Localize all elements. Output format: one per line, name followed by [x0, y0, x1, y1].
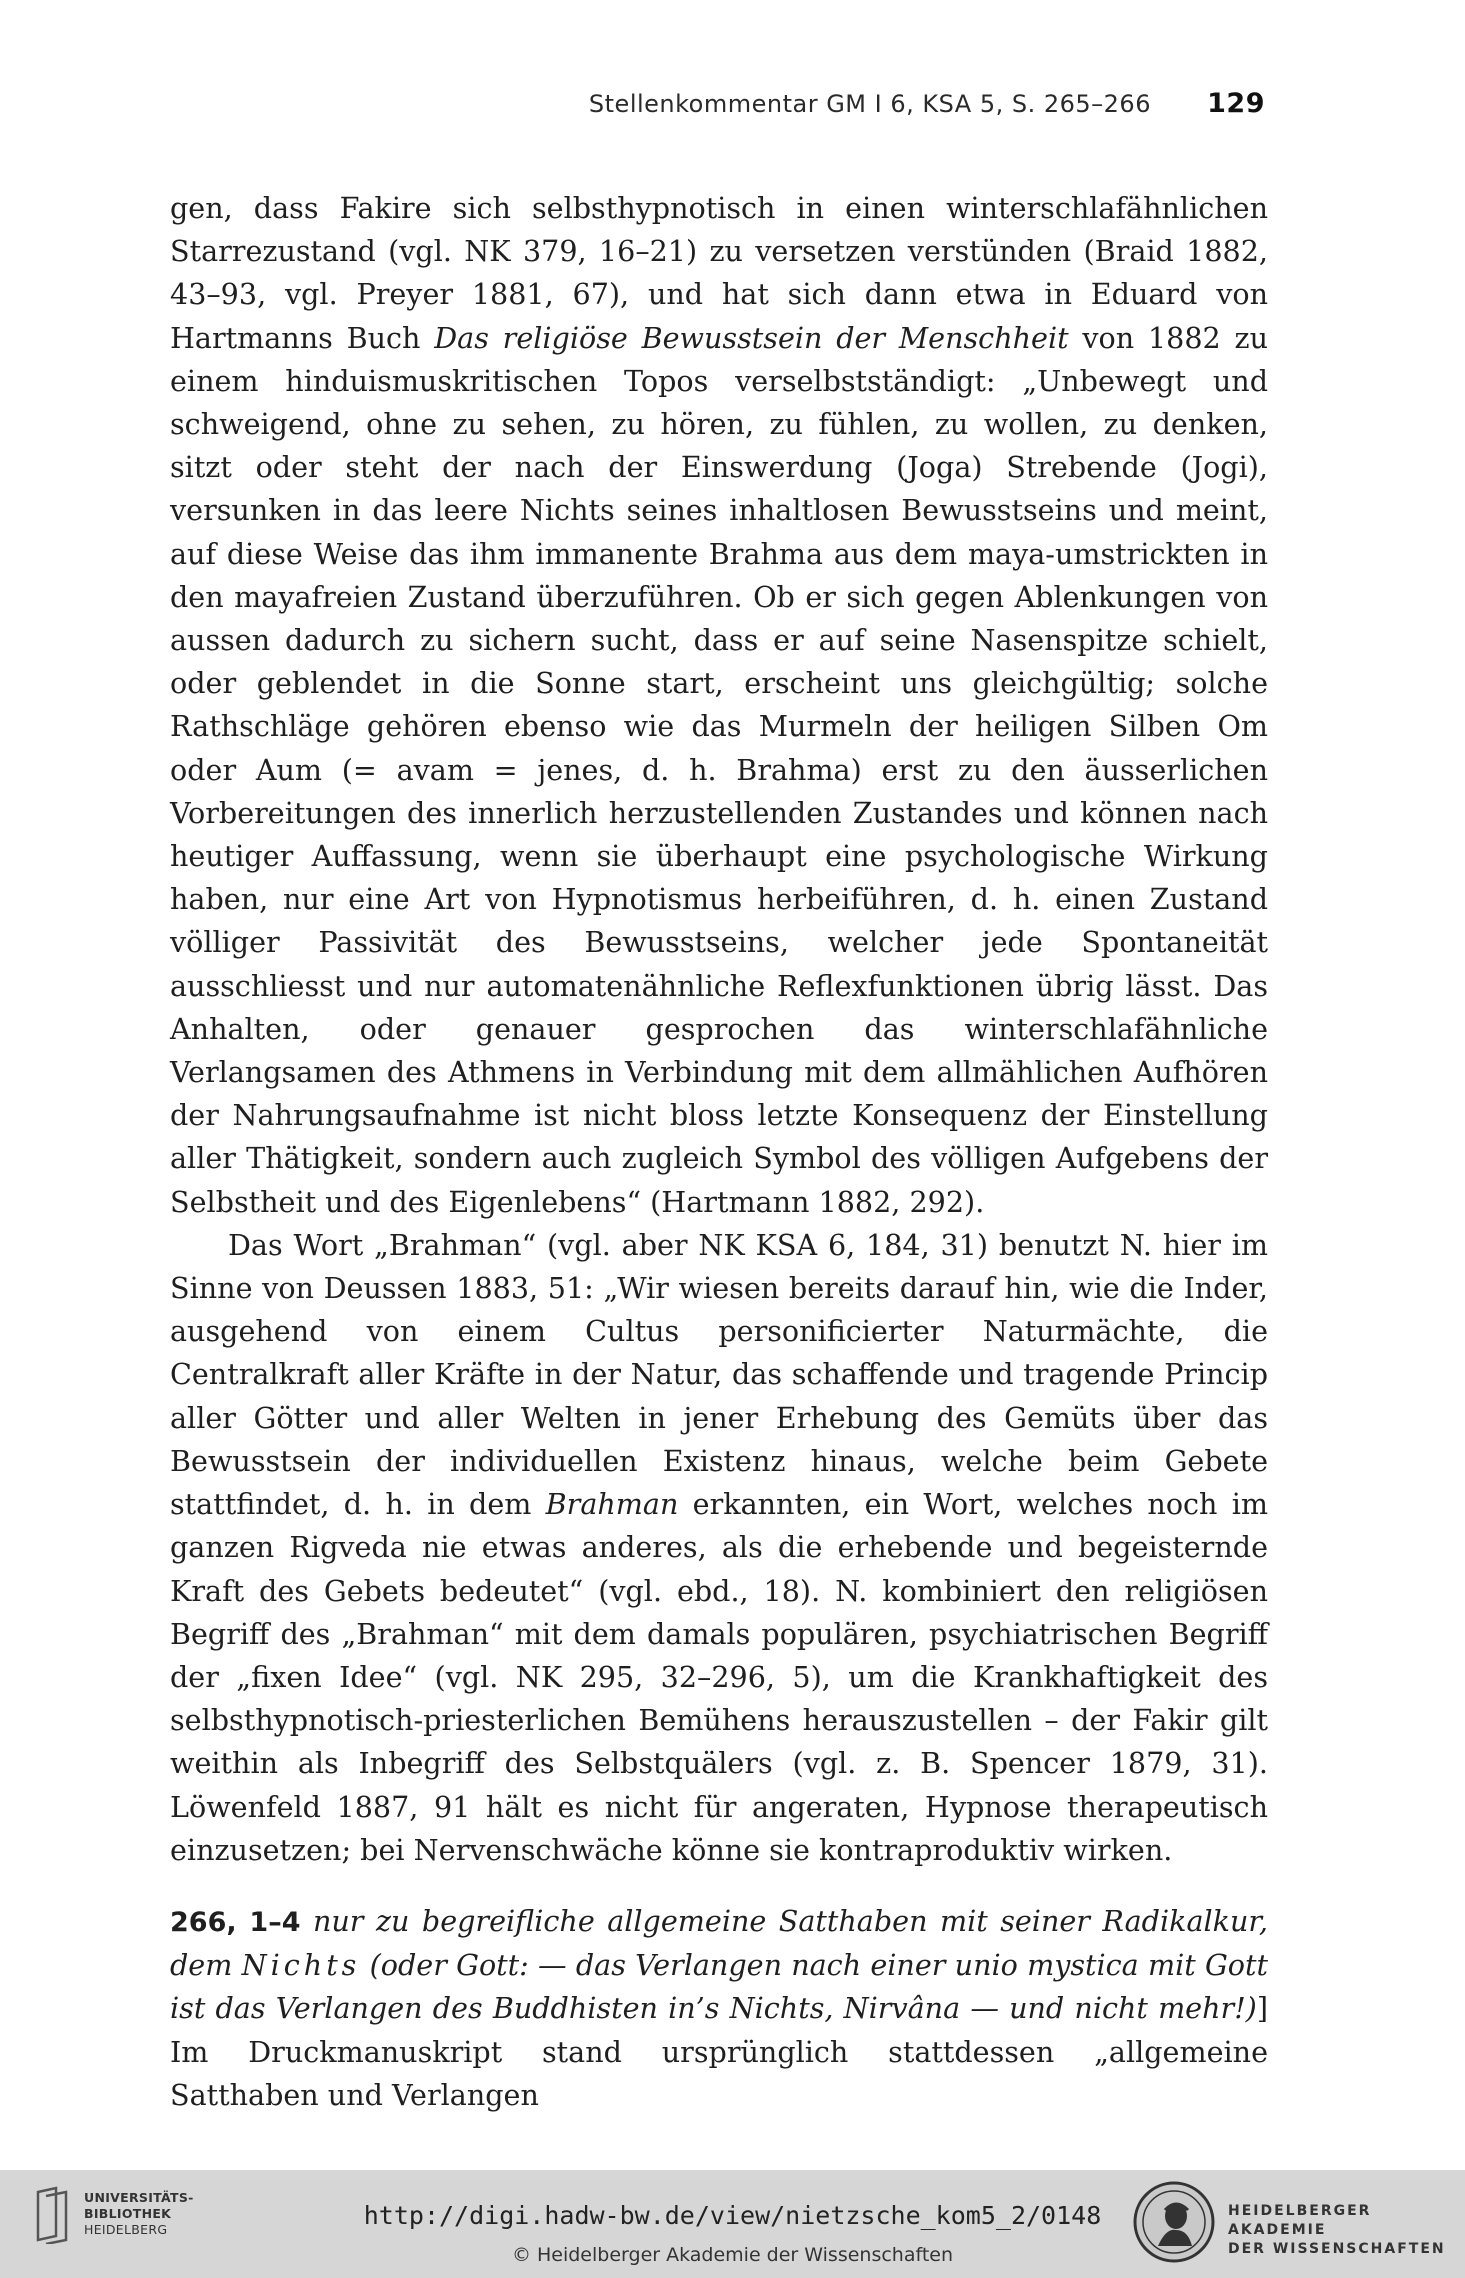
source-url-link[interactable]: http://digi.hadw-bw.de/view/nietzsche_kom5_2/0148: [363, 2201, 1102, 2230]
academy-seal-icon: [1132, 2180, 1216, 2264]
lemma-commentary: ] Im Druckmanuskript stand ursprünglich stattdessen „allgemeine Satthaben und Verlangen: [170, 1991, 1268, 2112]
lemma-reference: 266, 1–4: [170, 1906, 301, 1938]
academy-line-2: DER WISSENSCHAFTEN: [1228, 2241, 1446, 2257]
paragraph-1-text-a: gen, dass Fakire sich selbsthypnotisch in einen winterschlafähnlichen Starrezustand (vgl. NK 379, 16–21) zu versetzen verstünden (Braid 1882, 43–93, vgl. Preyer 1881, 67), und hat sich dann etwa in Eduard von Hartmanns Buch: [170, 191, 1268, 355]
lemma-text-a: nur zu begreifliche allgemeine Satthaben mit seiner Radikalkur, dem: [170, 1903, 1268, 1983]
paragraph-2-text-b: erkannten, ein Wort, welches noch im ganzen Rigveda nie etwas anderes, als die erhebende und begeisternde Kraft des Gebets bedeutet“ (vgl. ebd., 18). N. kombiniert den religiösen Begriff des „Brahman“ mit dem damals populären, psychiatrischen Begriff der „fixen Idee“ (vgl. NK 295, 32–296, 5), um die Krankhaftigkeit des selbsthypnotisch-priesterlichen Bemühens herauszustellen – der Fakir gilt weithin als Inbegriff des Selbstquälers (vgl. z. B. Spencer 1879, 31). Löwenfeld 1887, 91 hält es nicht für angeraten, Hypnose therapeutisch einzusetzen; bei Nervenschwäche könne sie kontraproduktiv wirken.: [170, 1487, 1268, 1867]
page-number: 129: [1207, 88, 1265, 119]
running-title: Stellenkommentar GM I 6, KSA 5, S. 265–266: [588, 90, 1151, 118]
academy-name: [1228, 2202, 1465, 2259]
lemma-spaced-word: Nichts: [241, 1948, 361, 1983]
library-line-1: UNIVERSITÄTS-: [84, 2190, 194, 2205]
paragraph-1: [170, 187, 1268, 1224]
copyright-notice: © Heidelberger Akademie der Wissenschaften: [511, 2244, 954, 2266]
paragraph-2: [170, 1224, 1268, 1872]
running-head: [170, 88, 1265, 119]
paragraph-2-text-a: Das Wort „Brahman“ (vgl. aber NK KSA 6, 184, 31) benutzt N. hier im Sinne von Deussen 1883, 51: „Wir wiesen bereits darauf hin, wie die Inder, ausgehend von einem Cultus personificierter Naturmächte, die Centralkraft aller Kräfte in der Natur, das schaffende und tragende Princip aller Götter und aller Welten in jener Erhebung des Gemüts über das Bewusstsein der individuellen Existenz hinaus, welche beim Gebete stattfindet, d. h. in dem: [170, 1227, 1268, 1522]
lemma-text-b: (oder Gott: — das Verlangen nach einer unio mystica mit Gott ist das Verlangen des Buddhisten in’s Nichts, Nirvâna — und nicht mehr!): [170, 1948, 1269, 2026]
academy-line-1: HEIDELBERGER AKADEMIE: [1228, 2203, 1372, 2238]
library-line-3: HEIDELBERG: [84, 2222, 168, 2237]
library-line-2: BIBLIOTHEK: [84, 2206, 172, 2221]
brahman-italic: Brahman: [545, 1487, 679, 1522]
book-title-italic: Das religiöse Bewusstsein der Menschheit: [434, 320, 1069, 355]
lemma-paragraph: [170, 1900, 1268, 2117]
paragraph-1-text-b: von 1882 zu einem hinduismuskritischen Topos verselbstständigt: „Unbewegt und schweigend, ohne zu sehen, zu hören, zu fühlen, zu wollen, zu denken, sitzt oder steht der nach der Einswerdung (Joga) Strebende (Jogi), versunken in das leere Nichts seines inhaltlosen Bewusstseins und meint, auf diese Weise das ihm immanente Brahma aus dem maya-umstrickten in den mayafreien Zustand überzuführen. Ob er sich gegen Ablenkungen von aussen dadurch zu sichern sucht, dass er auf seine Nasenspitze schielt, oder geblendet in die Sonne start, erscheint uns gleichgültig; solche Rathschläge gehören ebenso wie das Murmeln der heiligen Silben Om oder Aum (= avam = jenes, d. h. Brahma) erst zu den äusserlichen Vorbereitungen des innerlich herzustellenden Zustandes und können nach heutiger Auffassung, wenn sie überhaupt eine psychologische Wirkung haben, nur eine Art von Hypnotismus herbeiführen, d. h. einen Zustand völliger Passivität des Bewusstseins, welcher jede Spontaneität ausschliesst und nur automatenähnliche Reflexfunktionen übrig lässt. Das Anhalten, oder genauer gesprochen das winterschlafähnliche Verlangsamen des Athmens in Verbindung mit dem allmählichen Aufhören der Nahrungsaufnahme ist nicht bloss letzte Konsequenz der Einstellung aller Thätigkeit, sondern auch zugleich Symbol des völligen Aufgebens der Selbstheit und des Eigenlebens“ (Hartmann 1882, 292).: [170, 320, 1268, 1219]
commentary-text: [170, 187, 1268, 2117]
